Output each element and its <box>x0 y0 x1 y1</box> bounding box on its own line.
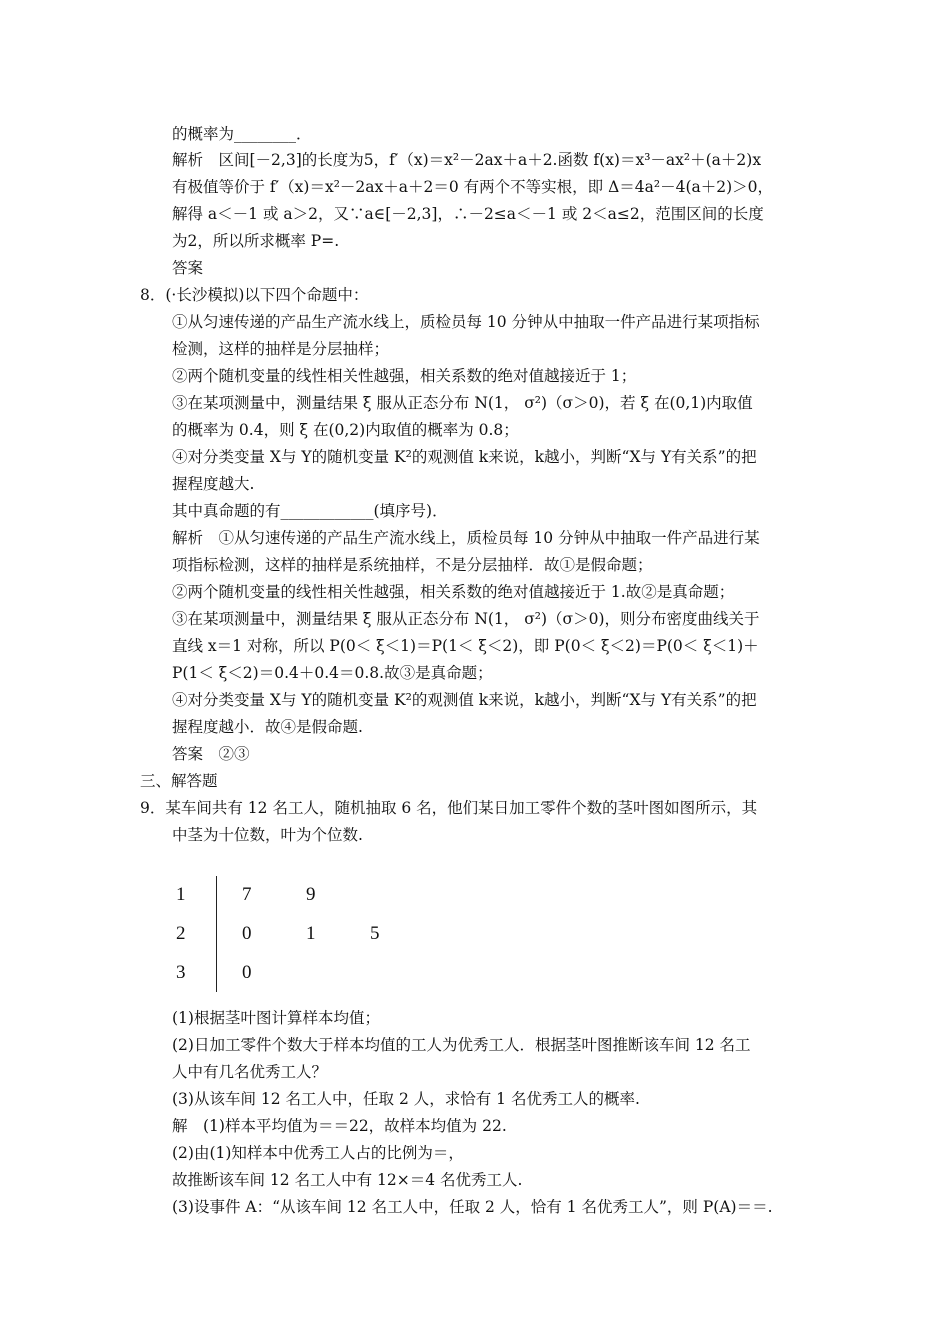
stem-value: 3 <box>176 962 186 983</box>
text-line: 答案 <box>172 259 204 277</box>
text-line: (2)日加工零件个数大于样本均值的工人为优秀工人．根据茎叶图推断该车间 12 名工 <box>172 1036 751 1054</box>
text-line: 解析 ①从匀速传递的产品生产流水线上，质检员每 10 分钟从中抽取一件产品进行某 <box>172 529 760 547</box>
leaf-value: 0 <box>242 962 252 983</box>
text-line: 故推断该车间 12 名工人中有 12×＝4 名优秀工人. <box>172 1171 523 1189</box>
leaf-value: 0 <box>242 923 252 944</box>
text-line: 握程度越小．故④是假命题. <box>172 718 363 736</box>
text-line: P(1＜ ξ＜2)＝0.4＋0.4＝0.8.故③是真命题； <box>172 664 493 682</box>
text-line: 的概率为 0.4，则 ξ 在(0,2)内取值的概率为 0.8； <box>172 421 519 439</box>
text-line: 解析 区间[－2,3]的长度为5，f′（x)＝x²－2ax＋a＋2.函数 f(x)＝x³－ax²＋(a＋2)x <box>172 151 762 169</box>
stem-value: 2 <box>176 923 186 944</box>
stem-value: 1 <box>176 884 186 905</box>
text-line: (1)根据茎叶图计算样本均值； <box>172 1009 380 1027</box>
text-line: ③在某项测量中，测量结果 ξ 服从正态分布 N(1， σ²)（σ＞0)，则分布密度曲线关于 <box>172 610 760 628</box>
text-line: (2)由(1)知样本中优秀工人占的比例为＝， <box>172 1144 464 1162</box>
text-line: 握程度越大. <box>172 475 255 493</box>
text-line: 人中有几名优秀工人？ <box>172 1063 328 1081</box>
question-heading: 9．某车间共有 12 名工人，随机抽取 6 名，他们某日加工零件个数的茎叶图如图所示，其 <box>140 799 758 817</box>
question-heading: 8．(·长沙模拟)以下四个命题中： <box>140 286 369 304</box>
text-line: 为2，所以所求概率 P=. <box>172 232 340 250</box>
text-line: 项指标检测，这样的抽样是系统抽样，不是分层抽样．故①是假命题； <box>172 556 653 574</box>
text-line: ③在某项测量中，测量结果 ξ 服从正态分布 N(1， σ²)（σ＞0)，若 ξ 在(0,1)内取值 <box>172 394 753 412</box>
text-line: ②两个随机变量的线性相关性越强，相关系数的绝对值越接近于 1； <box>172 367 637 385</box>
text-line: 有极值等价于 f′（x)＝x²－2ax＋a＋2＝0 有两个不等实根，即 Δ＝4a²－4(a＋2)＞0， <box>172 178 774 196</box>
section-heading: 三、解答题 <box>140 772 218 790</box>
text-line: (3)设事件 A：“从该车间 12 名工人中，任取 2 人，恰有 1 名优秀工人”，则 P(A)＝＝. <box>172 1198 773 1216</box>
text-line: ④对分类变量 X与 Y的随机变量 K²的观测值 k来说，k越小，判断“X与 Y有关系”的把 <box>172 448 757 466</box>
text-line: 中茎为十位数，叶为个位数. <box>172 826 363 844</box>
leaf-value: 9 <box>306 884 316 905</box>
text-line: 的概率为________． <box>172 125 312 143</box>
text-line: (3)从该车间 12 名工人中，任取 2 人，求恰有 1 名优秀工人的概率. <box>172 1090 640 1108</box>
text-line: 检测，这样的抽样是分层抽样； <box>172 340 390 358</box>
text-line: ②两个随机变量的线性相关性越强，相关系数的绝对值越接近于 1.故②是真命题； <box>172 583 735 601</box>
text-line: 解 (1)样本平均值为＝＝22，故样本均值为 22. <box>172 1117 507 1135</box>
text-line: 其中真命题的有____________(填序号)． <box>172 502 448 520</box>
answer-line: 答案 ②③ <box>172 745 250 763</box>
text-line: ①从匀速传递的产品生产流水线上，质检员每 10 分钟从中抽取一件产品进行某项指标 <box>172 313 760 331</box>
stem-divider <box>216 876 217 992</box>
text-line: 直线 x＝1 对称，所以 P(0＜ ξ＜1)＝P(1＜ ξ＜2)，即 P(0＜ ξ＜2)＝P(0＜ ξ＜1)＋ <box>172 637 759 655</box>
leaf-value: 7 <box>242 884 252 905</box>
text-line: 解得 a＜－1 或 a＞2，又∵a∈[－2,3]，∴－2≤a＜－1 或 2＜a≤2，范围区间的长度 <box>172 205 764 223</box>
stem-leaf-plot <box>170 876 430 992</box>
leaf-value: 1 <box>306 923 316 944</box>
text-line: ④对分类变量 X与 Y的随机变量 K²的观测值 k来说，k越小，判断“X与 Y有关系”的把 <box>172 691 757 709</box>
leaf-value: 5 <box>370 923 380 944</box>
